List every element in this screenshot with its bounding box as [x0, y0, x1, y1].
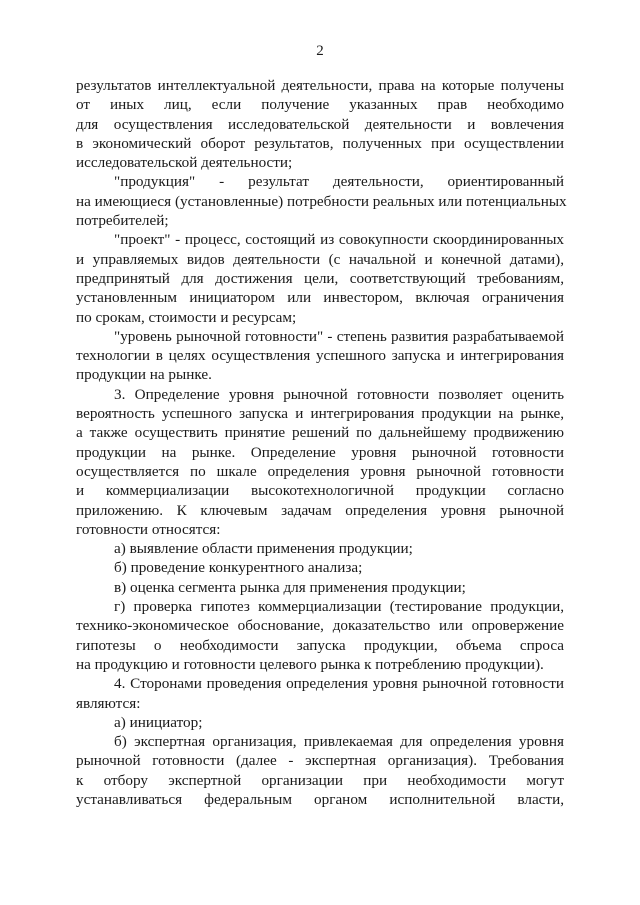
document-body-text — [76, 76, 567, 809]
text-line: устанавливаться федеральным органом исполнительной власти, — [76, 790, 564, 808]
page-number: 2 — [316, 43, 324, 59]
text-line: продукции на рынке. Определение уровня рыночной готовности — [76, 443, 564, 461]
text-line: по срокам, стоимости и ресурсам; — [76, 308, 297, 326]
text-line: потребителей; — [76, 212, 169, 230]
text-line: продукции на рынке. — [76, 366, 212, 384]
text-line: а) выявление области применения продукции; — [114, 540, 413, 558]
text-line: б) проведение конкурентного анализа; — [114, 559, 363, 577]
text-line: на имеющиеся (установленные) потребности реальных или потенциальных — [76, 192, 567, 210]
text-line: исследовательской деятельности; — [76, 154, 293, 172]
text-line: 3. Определение уровня рыночной готовности позволяет оценить — [114, 385, 564, 403]
text-line: от иных лиц, если получение указанных прав необходимо — [76, 96, 564, 114]
text-line: "продукция" - результат деятельности, ориентированный — [114, 173, 564, 191]
text-line: для осуществления исследовательской деятельности и вовлечения — [76, 115, 564, 133]
text-line: и коммерциализации высокотехнологичной продукции согласно — [76, 482, 564, 500]
text-line: "проект" - процесс, состоящий из совокупности скоординированных — [114, 231, 564, 249]
text-line: б) экспертная организация, привлекаемая для определения уровня — [114, 733, 564, 751]
text-line: к отбору экспертной организации при необходимости могут — [76, 771, 564, 789]
text-line: технологии в целях осуществления успешного запуска и интегрирования — [76, 347, 564, 365]
text-line: в) оценка сегмента рынка для применения продукции; — [114, 578, 466, 596]
text-line: а) инициатор; — [114, 713, 203, 731]
text-line: вероятность успешного запуска и интегрирования продукции на рынке, — [76, 405, 564, 423]
text-line: установленным инициатором или инвестором, включая ограничения — [76, 289, 564, 307]
text-line: гипотезы о необходимости запуска продукции, объема спроса — [76, 636, 564, 654]
text-line: предпринятый для достижения цели, соответствующий требованиям, — [76, 269, 564, 287]
text-line: на продукцию и готовности целевого рынка к потреблению продукции). — [76, 655, 544, 673]
text-line: "уровень рыночной готовности" - степень развития разрабатываемой — [114, 327, 564, 345]
text-line: приложению. К ключевым задачам определения уровня рыночной — [76, 501, 564, 519]
text-line: в экономический оборот результатов, полученных при осуществлении — [76, 134, 564, 152]
text-line: а также осуществить принятие решений по дальнейшему продвижению — [76, 424, 564, 442]
text-line: результатов интеллектуальной деятельности, права на которые получены — [76, 77, 564, 94]
text-line: технико-экономическое обоснование, доказательство или опровержение — [76, 617, 564, 635]
text-line: готовности относятся: — [76, 520, 221, 538]
text-line: являются: — [76, 694, 141, 712]
text-line: г) проверка гипотез коммерциализации (тестирование продукции, — [114, 598, 564, 616]
text-line: рыночной готовности (далее - экспертная организация). Требования — [76, 752, 564, 770]
text-line: и управляемых видов деятельности (с начальной и конечной датами), — [76, 250, 564, 268]
text-line: 4. Сторонами проведения определения уровня рыночной готовности — [114, 675, 564, 693]
text-line: осуществляется по шкале определения уровня рыночной готовности — [76, 462, 564, 480]
